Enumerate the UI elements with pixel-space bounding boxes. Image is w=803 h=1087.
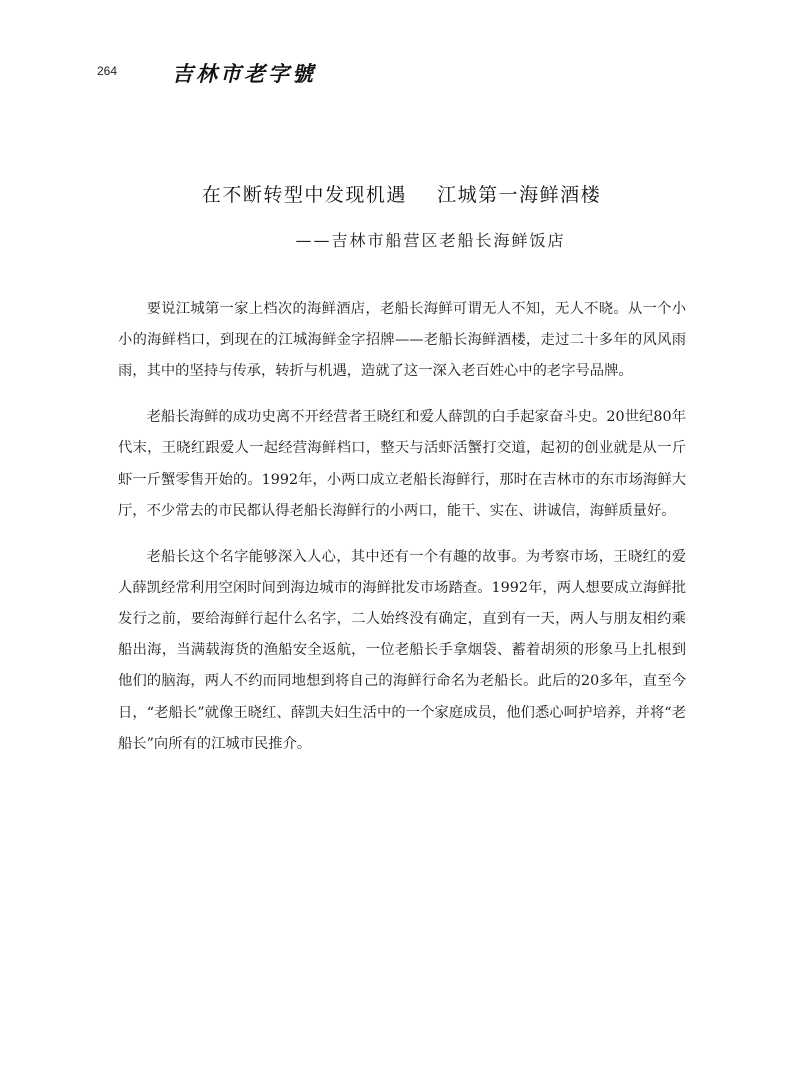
paragraph: 老船长这个名字能够深入人心，其中还有一个有趣的故事。为考察市场，王晓红的爱人薛凯经常利用空闲时间到海边城市的海鲜批发市场踏查。1992年，两人想要成立海鲜批发行之前，要给海鲜行起什么名字，二人始终没有确定，直到有一天，两人与朋友相约乘船出海，当满载海货的渔船安全返航，一位老船长手拿烟袋、蓄着胡须的形象马上扎根到他们的脑海，两人不约而同地想到将自己的海鲜行命名为老船长。此后的20多年，直至今日，“老船长”就像王晓红、薛凯夫妇生活中的一个家庭成员，他们悉心呵护培养，并将“老船长”向所有的江城市民推介。 (118, 548, 686, 752)
paragraph: 要说江城第一家上档次的海鲜酒店，老船长海鲜可谓无人不知，无人不晓。从一个小小的海鲜档口，到现在的江城海鲜金字招牌——老船长海鲜酒楼，走过二十多年的风风雨雨，其中的坚持与传承，转折与机遇，造就了这一深入老百姓心中的老字号品牌。 (118, 301, 686, 380)
article-subtitle: ——吉林市船营区老船长海鲜饭店 (295, 231, 566, 250)
paragraph: 老船长海鲜的成功史离不开经营者王晓红和爱人薛凯的白手起家奋斗史。20世纪80年代末，王晓红跟爱人一起经营海鲜档口，整天与活虾活蟹打交道，起初的创业就是从一斤虾一斤蟹零售开始的。1992年，小两口成立老船长海鲜行，那时在吉林市的东市场海鲜大厅，不少常去的市民都认得老船长海鲜行的小两口，能干、实在、讲诚信，海鲜质量好。 (118, 409, 686, 519)
page-number: 264 (97, 64, 118, 78)
running-header-book-title: 吉林市老字號 (172, 61, 316, 86)
article-title: 在不断转型中发现机遇 江城第一海鲜酒楼 (201, 184, 602, 206)
article-body (118, 294, 686, 775)
